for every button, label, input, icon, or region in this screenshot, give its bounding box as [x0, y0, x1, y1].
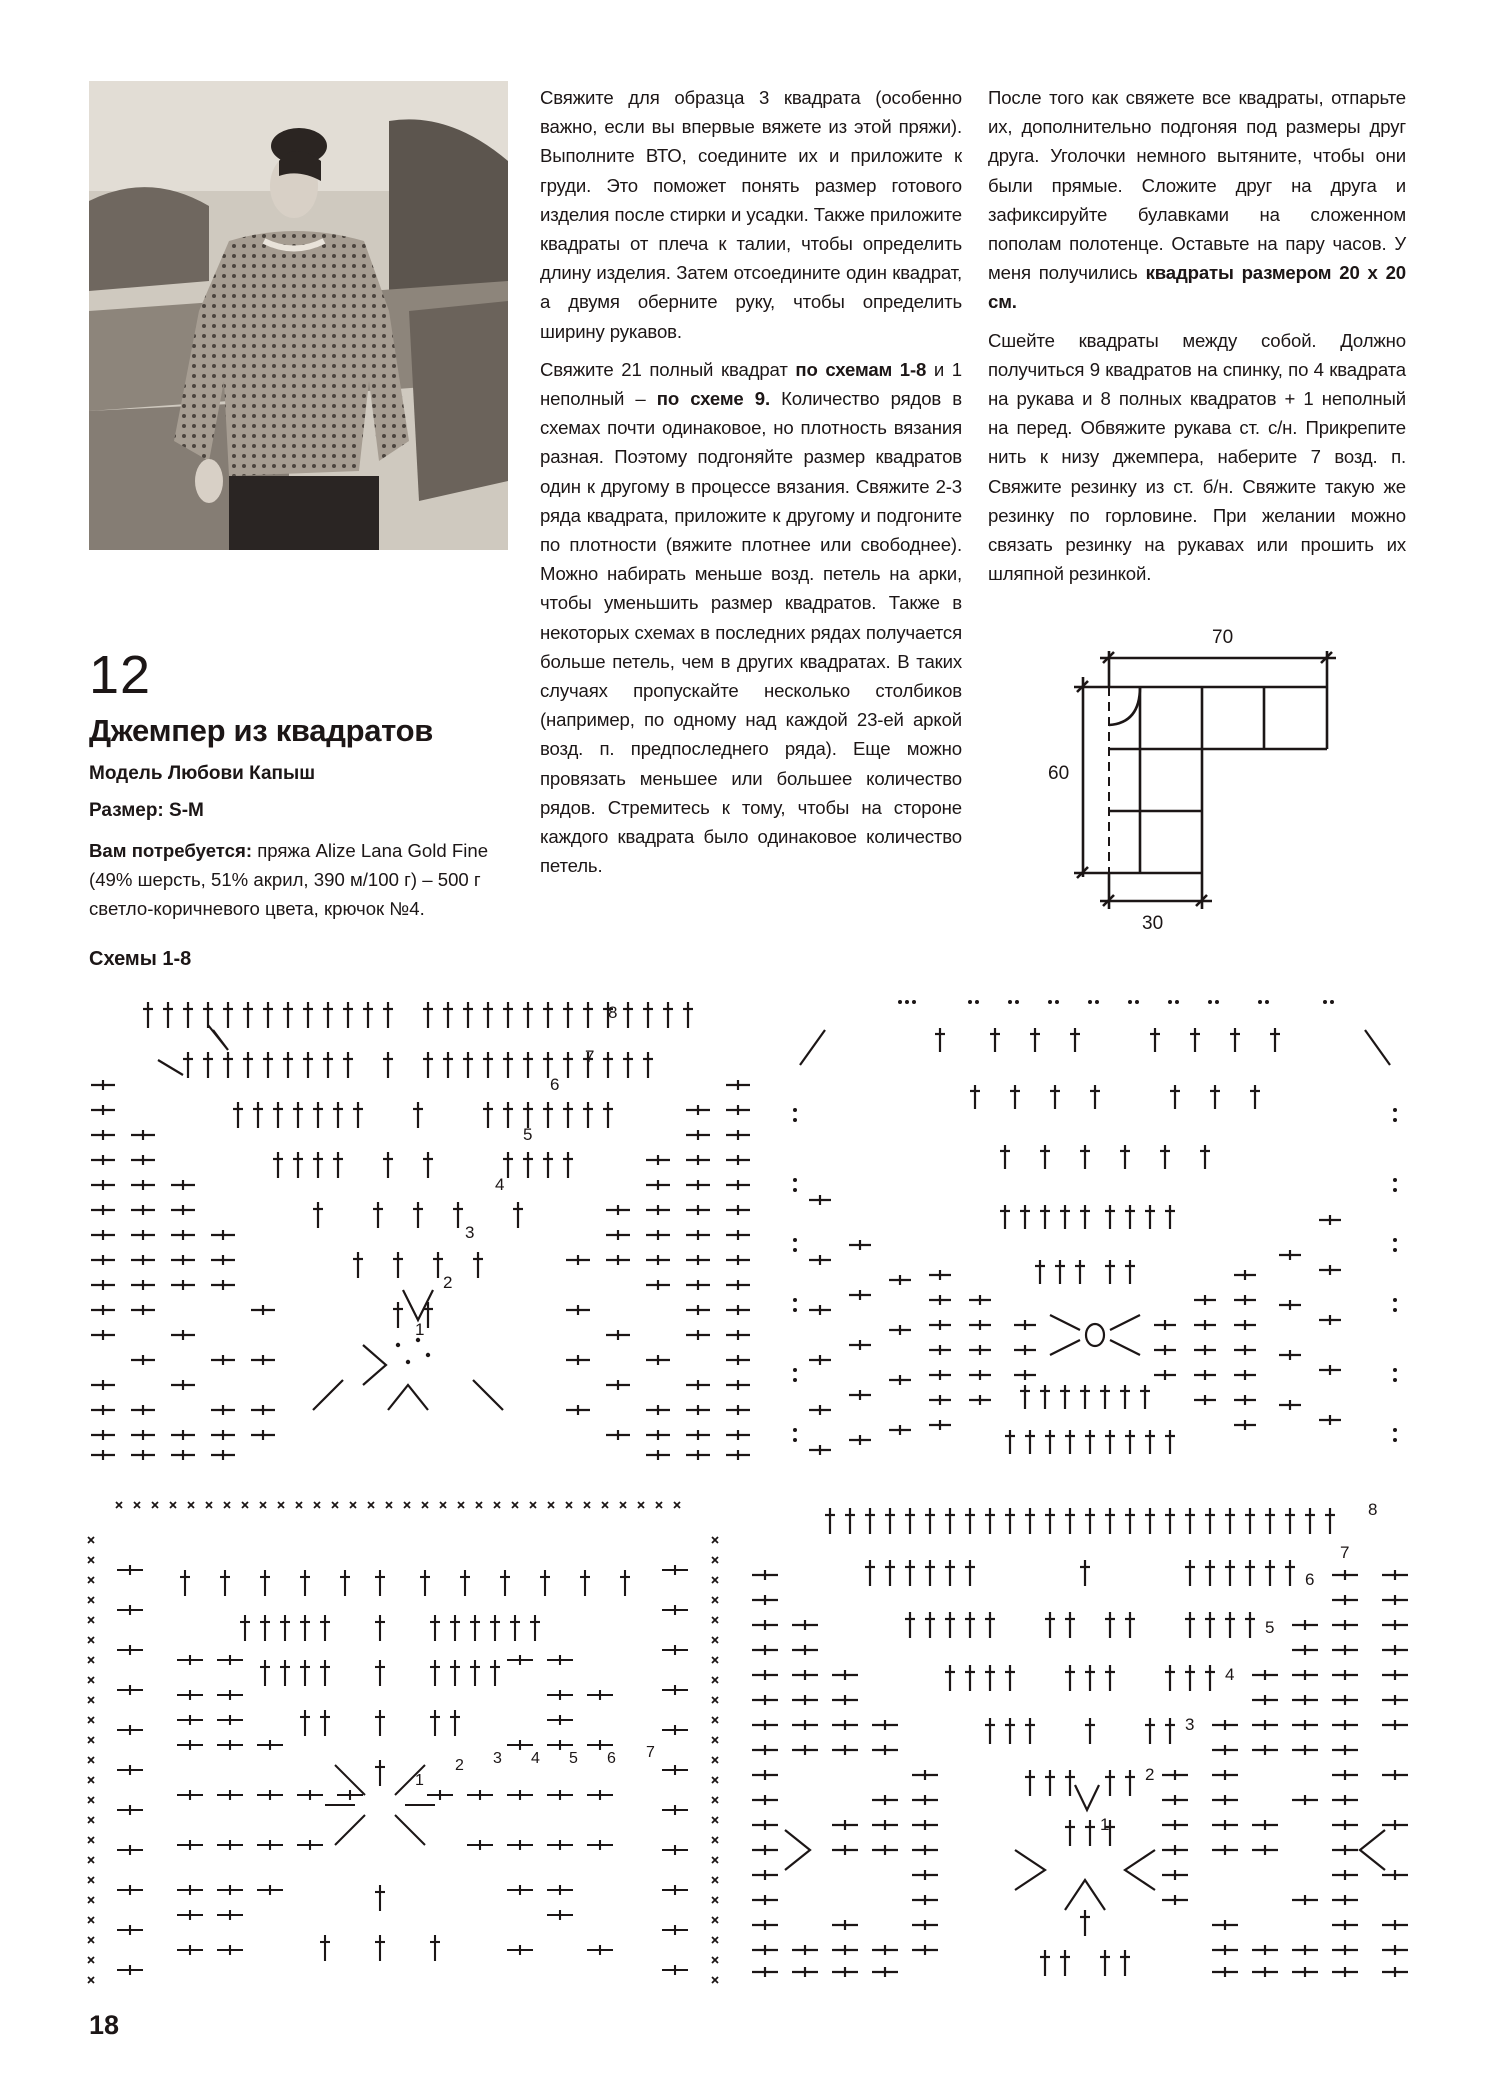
row-label: 1 — [415, 1772, 424, 1789]
row-label: 4 — [1225, 1665, 1235, 1684]
article-title: Джемпер из квадратов — [89, 713, 434, 748]
paragraph-assembly: Сшейте квадраты между собой. Должно получиться 9 квадратов на спинку, по 4 квадрата на рукава и 8 полных квадратов + 1 неполный на перед. Обвяжите рукава ст. с/н. Прикрепите нить к низу джемпера, наберите 7 возд. п. Свяжите резинку из ст. б/н. Свяжите такую же резинку по горловине. При желании можно связать резинку на рукавах или прошить их шляпной резинкой. — [988, 329, 1406, 585]
size-line — [89, 797, 514, 824]
paragraph-sample: Свяжите для образца 3 квадрата (особенно важно, если вы впервые вяжете из этой пряжи). Выполните ВТО, соедините их и приложите к груди. Это поможет понять размер готового изделия после стирки и усадки. Также приложите квадраты от плеча к талии, чтобы определить длину изделия. Затем отсоедините один квадрат, а двумя оберните руку, чтобы определить ширину рукавов. — [540, 87, 962, 342]
crochet-chart-1 — [88, 990, 753, 1460]
row-label: 6 — [607, 1750, 616, 1767]
charts-heading: Схемы 1-8 — [89, 948, 192, 970]
materials-label: Вам потребуется: — [89, 840, 253, 861]
bottom-dimension: 30 — [1142, 913, 1164, 934]
row-label: 8 — [608, 1003, 618, 1022]
garment-schematic — [1040, 615, 1370, 935]
size-label: Размер: — [89, 800, 164, 821]
row-label: 2 — [455, 1757, 464, 1774]
row-label: 8 — [1368, 1500, 1378, 1519]
text: Количество рядов в схемах почти одинаковое, но плотность вязания разная. Поэтому подгоняйте размер квадратов один к другому в процессе вязания. Свяжите 2-3 ряда квадрата, приложите к другому и подгоните по плотности (вяжите плотнее или свободнее). Можно набирать меньше возд. петель на арки, чтобы уменьшить размер квадратов. Также в некоторых схемах в последних рядах получается больше петель, чем в других квадратах. В таких случаях пропускайте несколько столбиков (например, по одному над каждой 23-ей аркой возд. п. предпоследнего ряда). Еще можно провязать меньшее или большее количество рядов. Стремитесь к тому, чтобы на стороне каждого квадрата было одинаковое количество петель. — [540, 388, 962, 877]
row-label: 1 — [1100, 1815, 1110, 1834]
text: После того как свяжете все квадраты, отпарьте их, дополнительно подгоняя под размеры друг друга. Уголочки немного вытяните, чтобы они были прямые. Сложите друг на друга и зафиксируйте булавками на сложенном пополам полотенце. Оставьте на пару часов. У меня получились — [988, 87, 1406, 284]
materials-block — [89, 836, 514, 923]
row-label: 5 — [569, 1750, 578, 1767]
row-label: 3 — [493, 1750, 502, 1767]
photo-illustration — [89, 81, 508, 550]
row-label: 3 — [1185, 1715, 1195, 1734]
emphasis: по схеме 9. — [656, 388, 770, 410]
page-number: 18 — [89, 2010, 120, 2040]
paragraph-blocking — [988, 83, 1406, 317]
size-value: S-M — [169, 800, 204, 821]
instructions-column-2 — [540, 83, 962, 889]
row-label: 2 — [443, 1273, 453, 1292]
emphasis: квадраты размером 20 х 20 см. — [988, 262, 1406, 313]
row-label: 1 — [415, 1320, 425, 1339]
row-label: 6 — [550, 1075, 560, 1094]
row-label: 4 — [495, 1175, 505, 1194]
row-label: 7 — [646, 1744, 655, 1761]
row-label: 4 — [531, 1750, 540, 1767]
row-label: 3 — [465, 1223, 475, 1242]
model-photo — [89, 81, 508, 550]
row-label: 2 — [1145, 1765, 1155, 1784]
row-label: 5 — [1265, 1618, 1275, 1637]
emphasis: по схемам 1-8 — [795, 358, 927, 380]
row-label: 5 — [523, 1125, 533, 1144]
text: и 1 неполный – — [540, 358, 962, 410]
materials-text: пряжа Alize Lana Gold Fine (49% шерсть, 51% акрил, 390 м/100 г) – 500 г светло-коричневого цвета, крючок №4. — [89, 840, 489, 919]
crochet-chart-2 — [780, 990, 1410, 1460]
text: Свяжите 21 полный квадрат — [540, 358, 796, 380]
crochet-chart-4 — [745, 1490, 1425, 1985]
row-label: 6 — [1305, 1570, 1315, 1589]
author-line: Модель Любови Капыш — [89, 763, 316, 784]
magic-ring-icon — [1086, 1324, 1104, 1346]
row-label: 7 — [1340, 1543, 1350, 1562]
instructions-column-3 — [988, 83, 1406, 597]
width-dimension: 70 — [1212, 627, 1234, 648]
row-label: 7 — [585, 1047, 595, 1066]
article-number: 12 — [89, 645, 152, 705]
crochet-chart-3 — [85, 1495, 730, 2005]
paragraph-squares — [540, 355, 962, 881]
height-dimension: 60 — [1048, 763, 1070, 784]
